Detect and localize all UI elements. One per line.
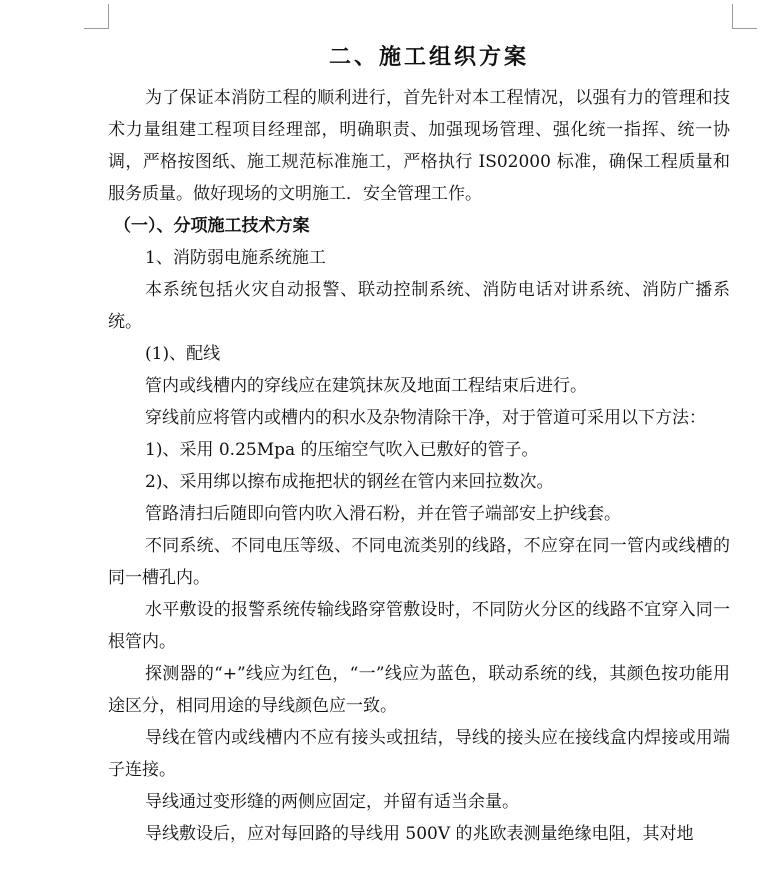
page-title: 二、施工组织方案 [328, 44, 529, 70]
system-description-paragraph: 本系统包括火灾自动报警、联动控制系统、消防电话对讲系统、消防广播系统。 [108, 280, 730, 332]
body-paragraph: 水平敷设的报警系统传输线路穿管敷设时，不同防火分区的线路不宜穿入同一根管内。 [108, 600, 730, 652]
body-paragraph: 导线通过变形缝的两侧应固定，并留有适当余量。 [145, 792, 519, 812]
margin-corner-mark-left [84, 4, 109, 29]
document-body [108, 32, 730, 850]
body-paragraph: 管路清扫后随即向管内吹入滑石粉，并在管子端部安上护线套。 [145, 504, 621, 524]
section-heading: （一）、分项施工技术方案 [114, 216, 310, 236]
wiring-heading: (1)、配线 [145, 344, 221, 364]
body-paragraph: 探测器的“+”线应为红色，“一”线应为蓝色，联动系统的线，其颜色按功能用途区分，相同用途的导线颜色应一致。 [108, 664, 730, 716]
body-paragraph: 管内或线槽内的穿线应在建筑抹灰及地面工程结束后进行。 [145, 376, 587, 396]
list-item: 1)、采用 0.25Mpa 的压缩空气吹入已敷好的管子。 [145, 440, 539, 460]
margin-corner-mark-right [732, 4, 757, 29]
list-item: 2)、采用绑以擦布成拖把状的钢丝在管内来回拉数次。 [145, 472, 554, 492]
body-paragraph: 穿线前应将管内或槽内的积水及杂物清除干净，对于管道可采用以下方法： [145, 408, 706, 428]
subsection-heading: 1、消防弱电施系统施工 [145, 248, 326, 268]
body-paragraph: 导线在管内或线槽内不应有接头或扭结，导线的接头应在接线盒内焊接或用端子连接。 [108, 728, 730, 780]
intro-paragraph: 为了保证本消防工程的顺利进行，首先针对本工程情况，以强有力的管理和技术力量组建工程项目经理部，明确职责、加强现场管理、强化统一指挥、统一协调，严格按图纸、施工规范标准施工，严格执行 IS02000 标准，确保工程质量和服务质量。做好现场的文明施工．安全管理工作。 [108, 88, 730, 204]
body-paragraph: 导线敷设后，应对每回路的导线用 500V 的兆欧表测量绝缘电阻，其对地 [145, 824, 694, 844]
body-paragraph: 不同系统、不同电压等级、不同电流类别的线路，不应穿在同一管内或线槽的同一槽孔内。 [108, 536, 730, 588]
